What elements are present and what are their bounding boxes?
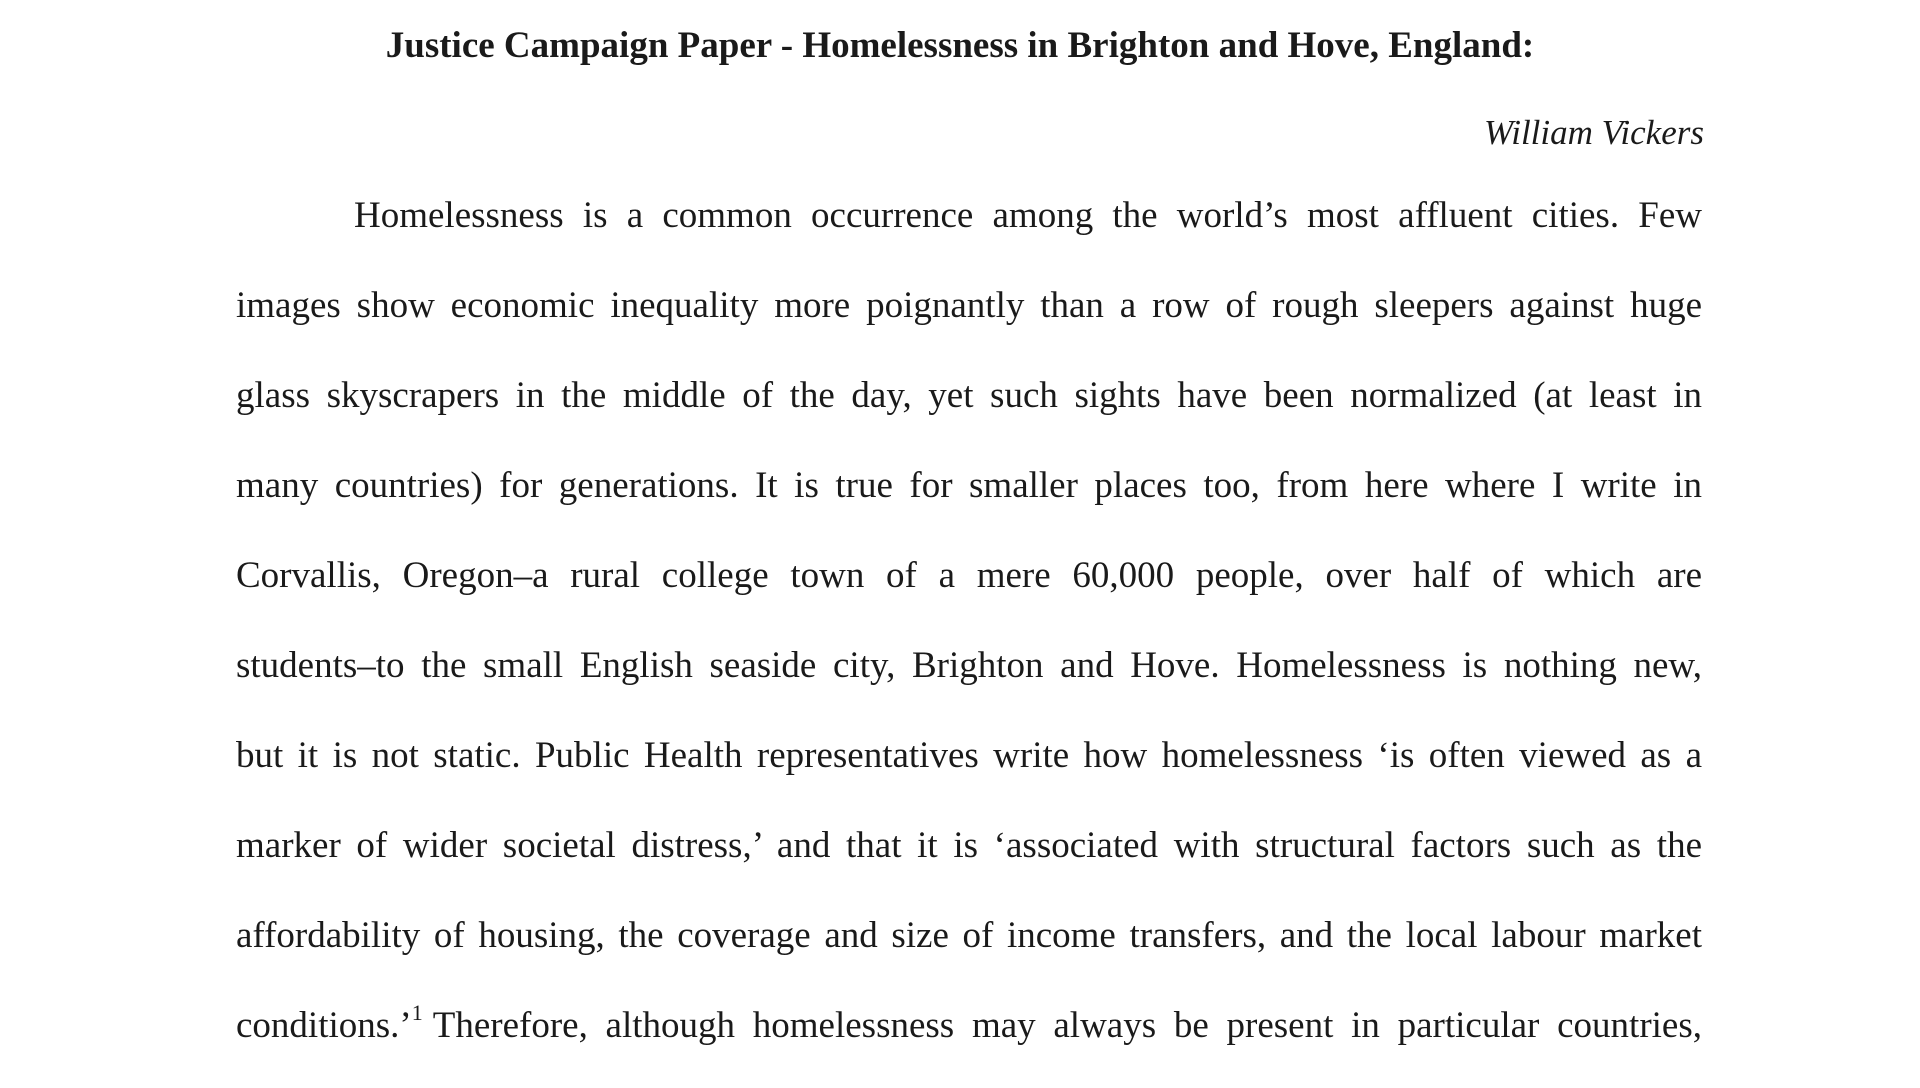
line-text-after-footnote: Therefore, although homelessness may always be present in particular countries, bbox=[432, 1005, 1702, 1046]
paragraph-line: many countries) for generations. It is true for smaller places too, from here where I write in bbox=[236, 465, 1702, 506]
footnote-marker[interactable]: 1 bbox=[411, 999, 423, 1025]
paragraph-line: images show economic inequality more poignantly than a row of rough sleepers against huge bbox=[236, 285, 1702, 326]
paragraph-line: students–to the small English seaside city, Brighton and Hove. Homelessness is nothing new, bbox=[236, 645, 1702, 686]
paragraph-line-last bbox=[236, 998, 1702, 1088]
paragraph-line: affordability of housing, the coverage and size of income transfers, and the local labour market bbox=[236, 915, 1702, 956]
line-text-before-footnote: conditions.’ bbox=[236, 1005, 412, 1046]
paragraph-line: Homelessness is a common occurrence among the world’s most affluent cities. Few bbox=[354, 195, 1702, 236]
document-title: Justice Campaign Paper - Homelessness in Brighton and Hove, England: bbox=[385, 25, 1535, 66]
paragraph-line: Corvallis, Oregon–a rural college town of a mere 60,000 people, over half of which are bbox=[236, 555, 1702, 596]
paragraph-line: but it is not static. Public Health representatives write how homelessness ‘is often viewed as a bbox=[236, 735, 1702, 776]
paragraph-line: marker of wider societal distress,’ and that it is ‘associated with structural factors such as the bbox=[236, 825, 1702, 866]
body-paragraph bbox=[236, 188, 1702, 1088]
author-name: William Vickers bbox=[1484, 113, 1704, 152]
paragraph-line: glass skyscrapers in the middle of the day, yet such sights have been normalized (at least in bbox=[236, 375, 1702, 416]
